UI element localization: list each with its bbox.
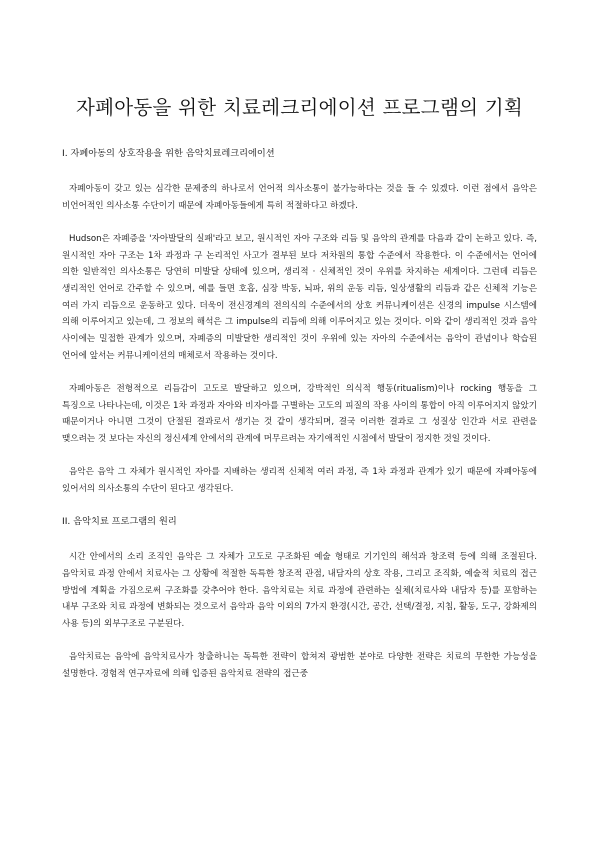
document-title: 자폐아동을 위한 치료레크리에이션 프로그램의 기획	[75, 96, 523, 119]
section-heading: II. 음악치료 프로그램의 원리	[62, 516, 177, 528]
section-1	[62, 146, 537, 498]
paragraph: 음악치료는 음악에 음악치료사가 창출하니는 독특한 전략이 합쳐져 광범한 분야로 다양한 전략은 치료의 무한한 가능성을 설명한다. 경험적 연구자료에 의해 입증된 음악치료 전략의 접근중	[62, 652, 537, 679]
paragraph: 시간 안에서의 소리 조직인 음악은 그 자체가 고도로 구조화된 예술 형태로 기기인의 해석과 창조력 등에 의해 조절된다. 음악치료 과정 안에서 치료사는 그 상황에 적절한 독특한 창조적 관점, 내담자의 상호 작용, 그리고 조직화, 예술적 치료의 접근 방법에 계획을 가짐으로써 구조화를 갖추어야 한다. 음악치료는 치료 과정에 관련하는 실체(치료사와 내담자 등)를 포함하는 내부 구조와 치료 과정에 변화되는 것으로서 음악과 음악 이외의 7가지 환경(시간, 공간, 선택/결정, 지침, 활동, 도구, 강화제의 사용 등)의 외부구조로 구분된다.	[62, 552, 537, 630]
paragraph: 자폐아동은 전형적으로 리듬감이 고도로 발달하고 있으며, 강박적인 의식적 행동(ritualism)이나 rocking 행동을 그 특징으로 나타나는데, 이것은 1차 과정과 자아와 비자아를 구별하는 고도의 피질의 작용 사이의 통합이 아직 이루어지지 않았기 때문이거나 아니면 그것이 단절된 결과로서 생기는 것 같이 생각되며, 결국 이러한 결과로 그 성질상 인간과 서로 관련을 맺으려는 것 보다는 자신의 정신세계 안에서의 관계에 머무르려는 자기애적인 시점에서 발달이 정지한 것일 것이다.	[62, 384, 537, 445]
section-2	[62, 514, 537, 682]
paragraph: 자폐아동이 갖고 있는 심각한 문제중의 하나로서 언어적 의사소통이 불가능하다는 것을 들 수 있겠다. 이런 점에서 음악은 비언어적인 의사소통 수단이기 때문에 자폐아동들에게 특히 적절하다고 하겠다.	[62, 184, 537, 211]
section-heading: I. 자폐아동의 상호작용을 위한 음악치료레크리에이션	[62, 148, 275, 159]
paragraph: 음악은 음악 그 자체가 원시적인 자아를 지배하는 생리적 신체적 여러 과정, 즉 1차 과정과 관계가 있기 때문에 자폐아동에 있어서의 의사소통의 수단이 된다고 생각된다.	[62, 467, 537, 495]
paragraph: Hudson은 자폐증을 '자아발달의 실패'라고 보고, 원시적인 자아 구조와 리듬 및 음악의 관계를 다음과 같이 논하고 있다. 즉, 원시적인 자아 구조는 1차 과정과 구 논리적인 사고가 결부된 보다 저차원의 통합 수준에서 작용한다. 이 수준에서는 언어에 의한 일반적인 의사소통은 당연히 미발달 상태에 있으며, 생리적 · 신체적인 것이 우위를 차지하는 세계이다. 그런데 리듬은 생리적인 언어로 간주할 수 있으며, 예를 들면 호흡, 심장 박동, 뇌파, 위의 운동 리듬, 일상생활의 리듬과 같은 신체적 기능은 여러 가지 리듬으로 운동하고 있다. 더욱이 전신경계의 전의식의 수준에서의 상호 커뮤니케이션은 신경의 impulse 시스템에 의해 이루어지고 있는데, 그 정보의 해석은 그 impulse의 리듬에 의해 이루어지고 있는 것이다. 이와 같이 생리적인 것과 음악 사이에는 밀접한 관계가 있으며, 자폐증의 미발달한 생리적인 것이 우위에 있는 자아의 수준에서는 음악이 관념이나 학습된 언어에 앞서는 커뮤니케이션의 매체로서 작용하는 것이다.	[62, 233, 537, 361]
